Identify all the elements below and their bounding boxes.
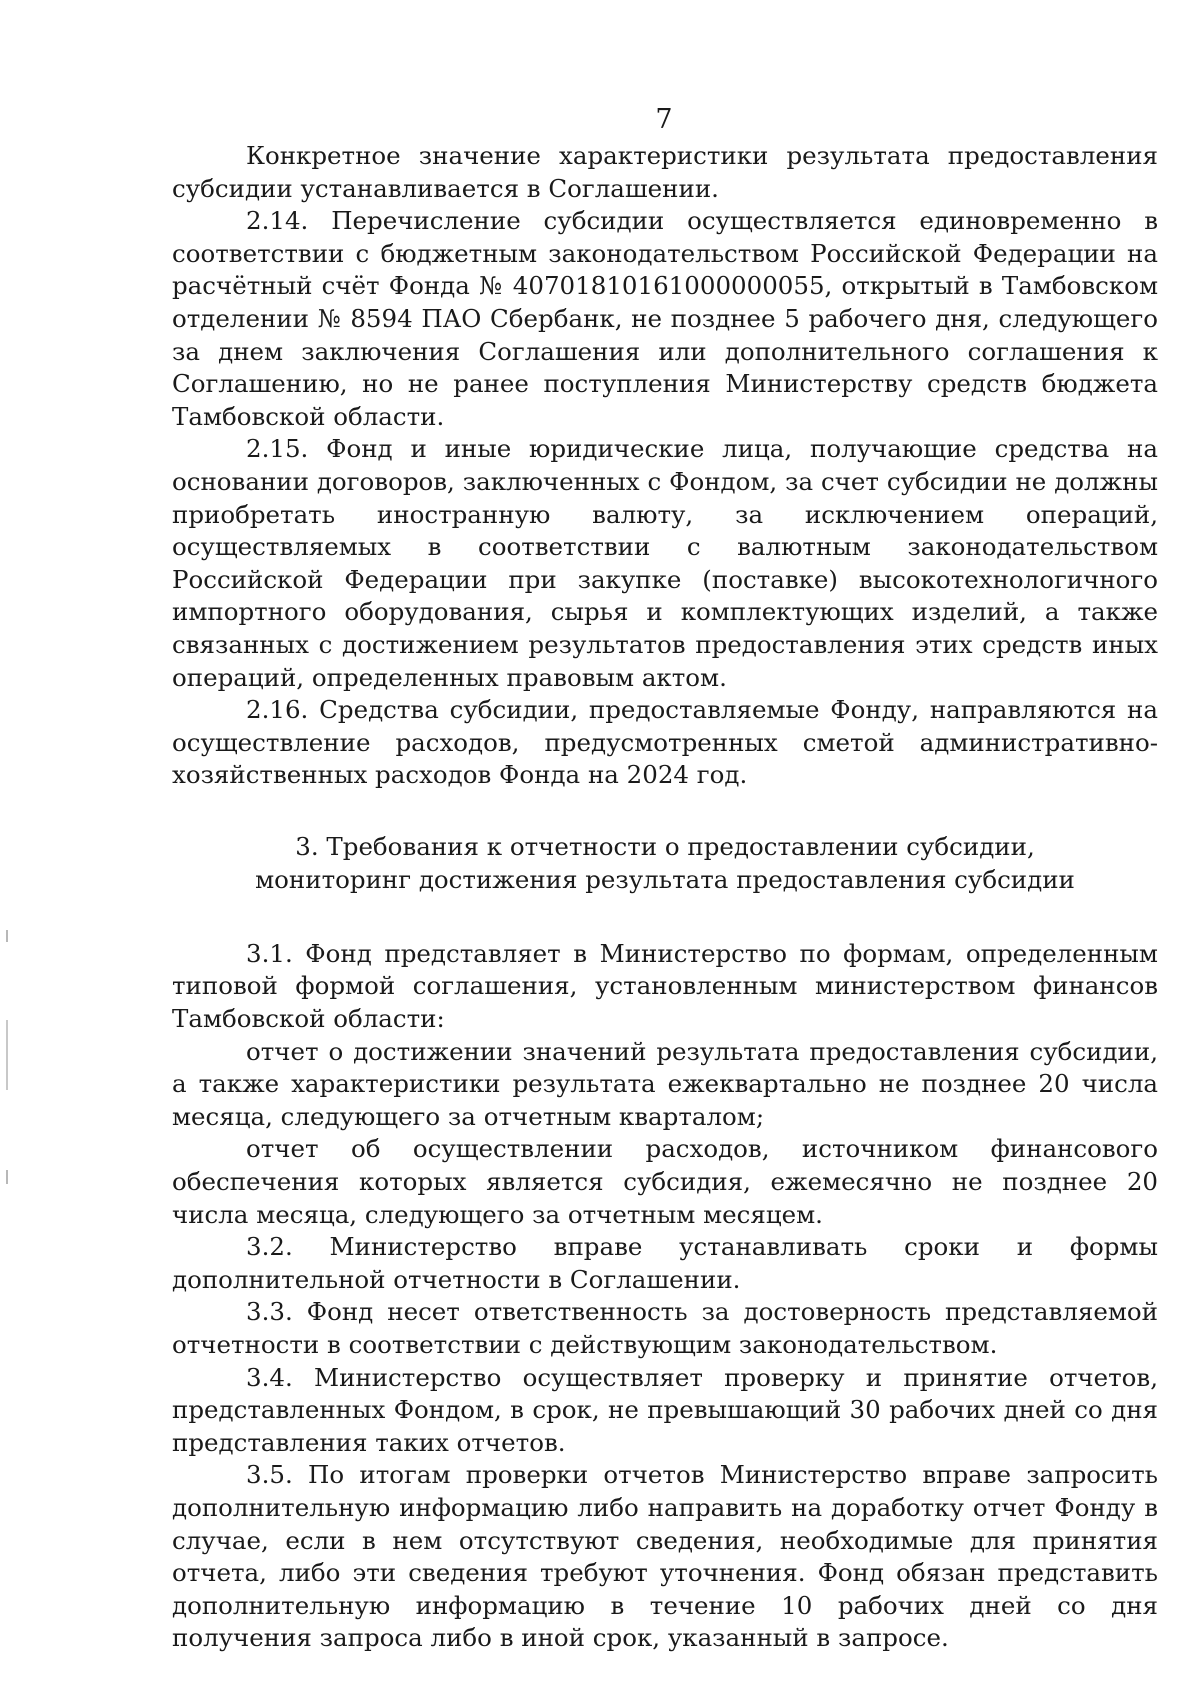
paragraph-monthly-report: отчет об осуществлении расходов, источником финансового обеспечения которых является субсидия, ежемесячно не позднее 20 числа месяца, следующего за отчетным месяцем. xyxy=(172,1134,1158,1229)
paragraph-3-3: 3.3. Фонд несет ответственность за достоверность представляемой отчетности в соответствии с действующим законодательством. xyxy=(172,1297,1158,1359)
section-heading-line-1: 3. Требования к отчетности о предоставлении субсидии, xyxy=(295,831,1035,861)
paragraph-3-4: 3.4. Министерство осуществляет проверку и принятие отчетов, представленных Фондом, в срок, не превышающий 30 рабочих дней со дня представления таких отчетов. xyxy=(172,1362,1158,1457)
scan-artifact xyxy=(6,1020,8,1090)
page-number: 7 xyxy=(655,104,673,135)
scan-artifact xyxy=(6,1170,8,1184)
paragraph-result-characteristic: Конкретное значение характеристики результата предоставления субсидии устанавливается в Соглашении. xyxy=(172,141,1158,203)
paragraph-3-5: 3.5. По итогам проверки отчетов Министерство вправе запросить дополнительную информацию либо направить на доработку отчет Фонду в случае, если в нем отсутствуют сведения, необходимые для принятия отчета, либо эти сведения требуют уточнения. Фонд обязан представить дополнительную информацию в течение 10 рабочих дней со дня получения запроса либо в иной срок, указанный в запросе. xyxy=(172,1460,1158,1653)
paragraph-2-15: 2.15. Фонд и иные юридические лица, получающие средства на основании договоров, заключенных с Фондом, за счет субсидии не должны приобретать иностранную валюту, за исключением операций, осуществляемых в соответствии с валютным законодательством Российской Федерации при закупке (поставке) высокотехнологичного импортного оборудования, сырья и комплектующих изделий, а также связанных с достижением результатов предоставления этих средств иных операций, определенных правовым актом. xyxy=(172,434,1158,692)
document-body xyxy=(172,140,1158,1655)
section-3-heading xyxy=(172,830,1158,896)
paragraph-3-1: 3.1. Фонд представляет в Министерство по формам, определенным типовой формой соглашения, установленным министерством финансов Тамбовской области: xyxy=(172,938,1158,1034)
paragraph-2-16: 2.16. Средства субсидии, предоставляемые Фонду, направляются на осуществление расходов, предусмотренных сметой административно-хозяйственных расходов Фонда на 2024 год. xyxy=(172,695,1158,790)
scan-artifact xyxy=(6,930,8,942)
paragraph-3-2: 3.2. Министерство вправе устанавливать сроки и формы дополнительной отчетности в Соглашении. xyxy=(172,1232,1158,1294)
section-heading-line-2: мониторинг достижения результата предоставления субсидии xyxy=(255,864,1075,894)
paragraph-2-14: 2.14. Перечисление субсидии осуществляется единовременно в соответствии с бюджетным законодательством Российской Федерации на расчётный счёт Фонда № 40701810161000000055, открытый в Тамбовском отделении № 8594 ПАО Сбербанк, не позднее 5 рабочего дня, следующего за днем заключения Соглашения или дополнительного соглашения к Соглашению, но не ранее поступления Министерству средств бюджета Тамбовской области. xyxy=(172,206,1158,431)
paragraph-quarterly-report: отчет о достижении значений результата предоставления субсидии, а также характеристики результата ежеквартально не позднее 20 числа месяца, следующего за отчетным кварталом; xyxy=(172,1036,1158,1131)
